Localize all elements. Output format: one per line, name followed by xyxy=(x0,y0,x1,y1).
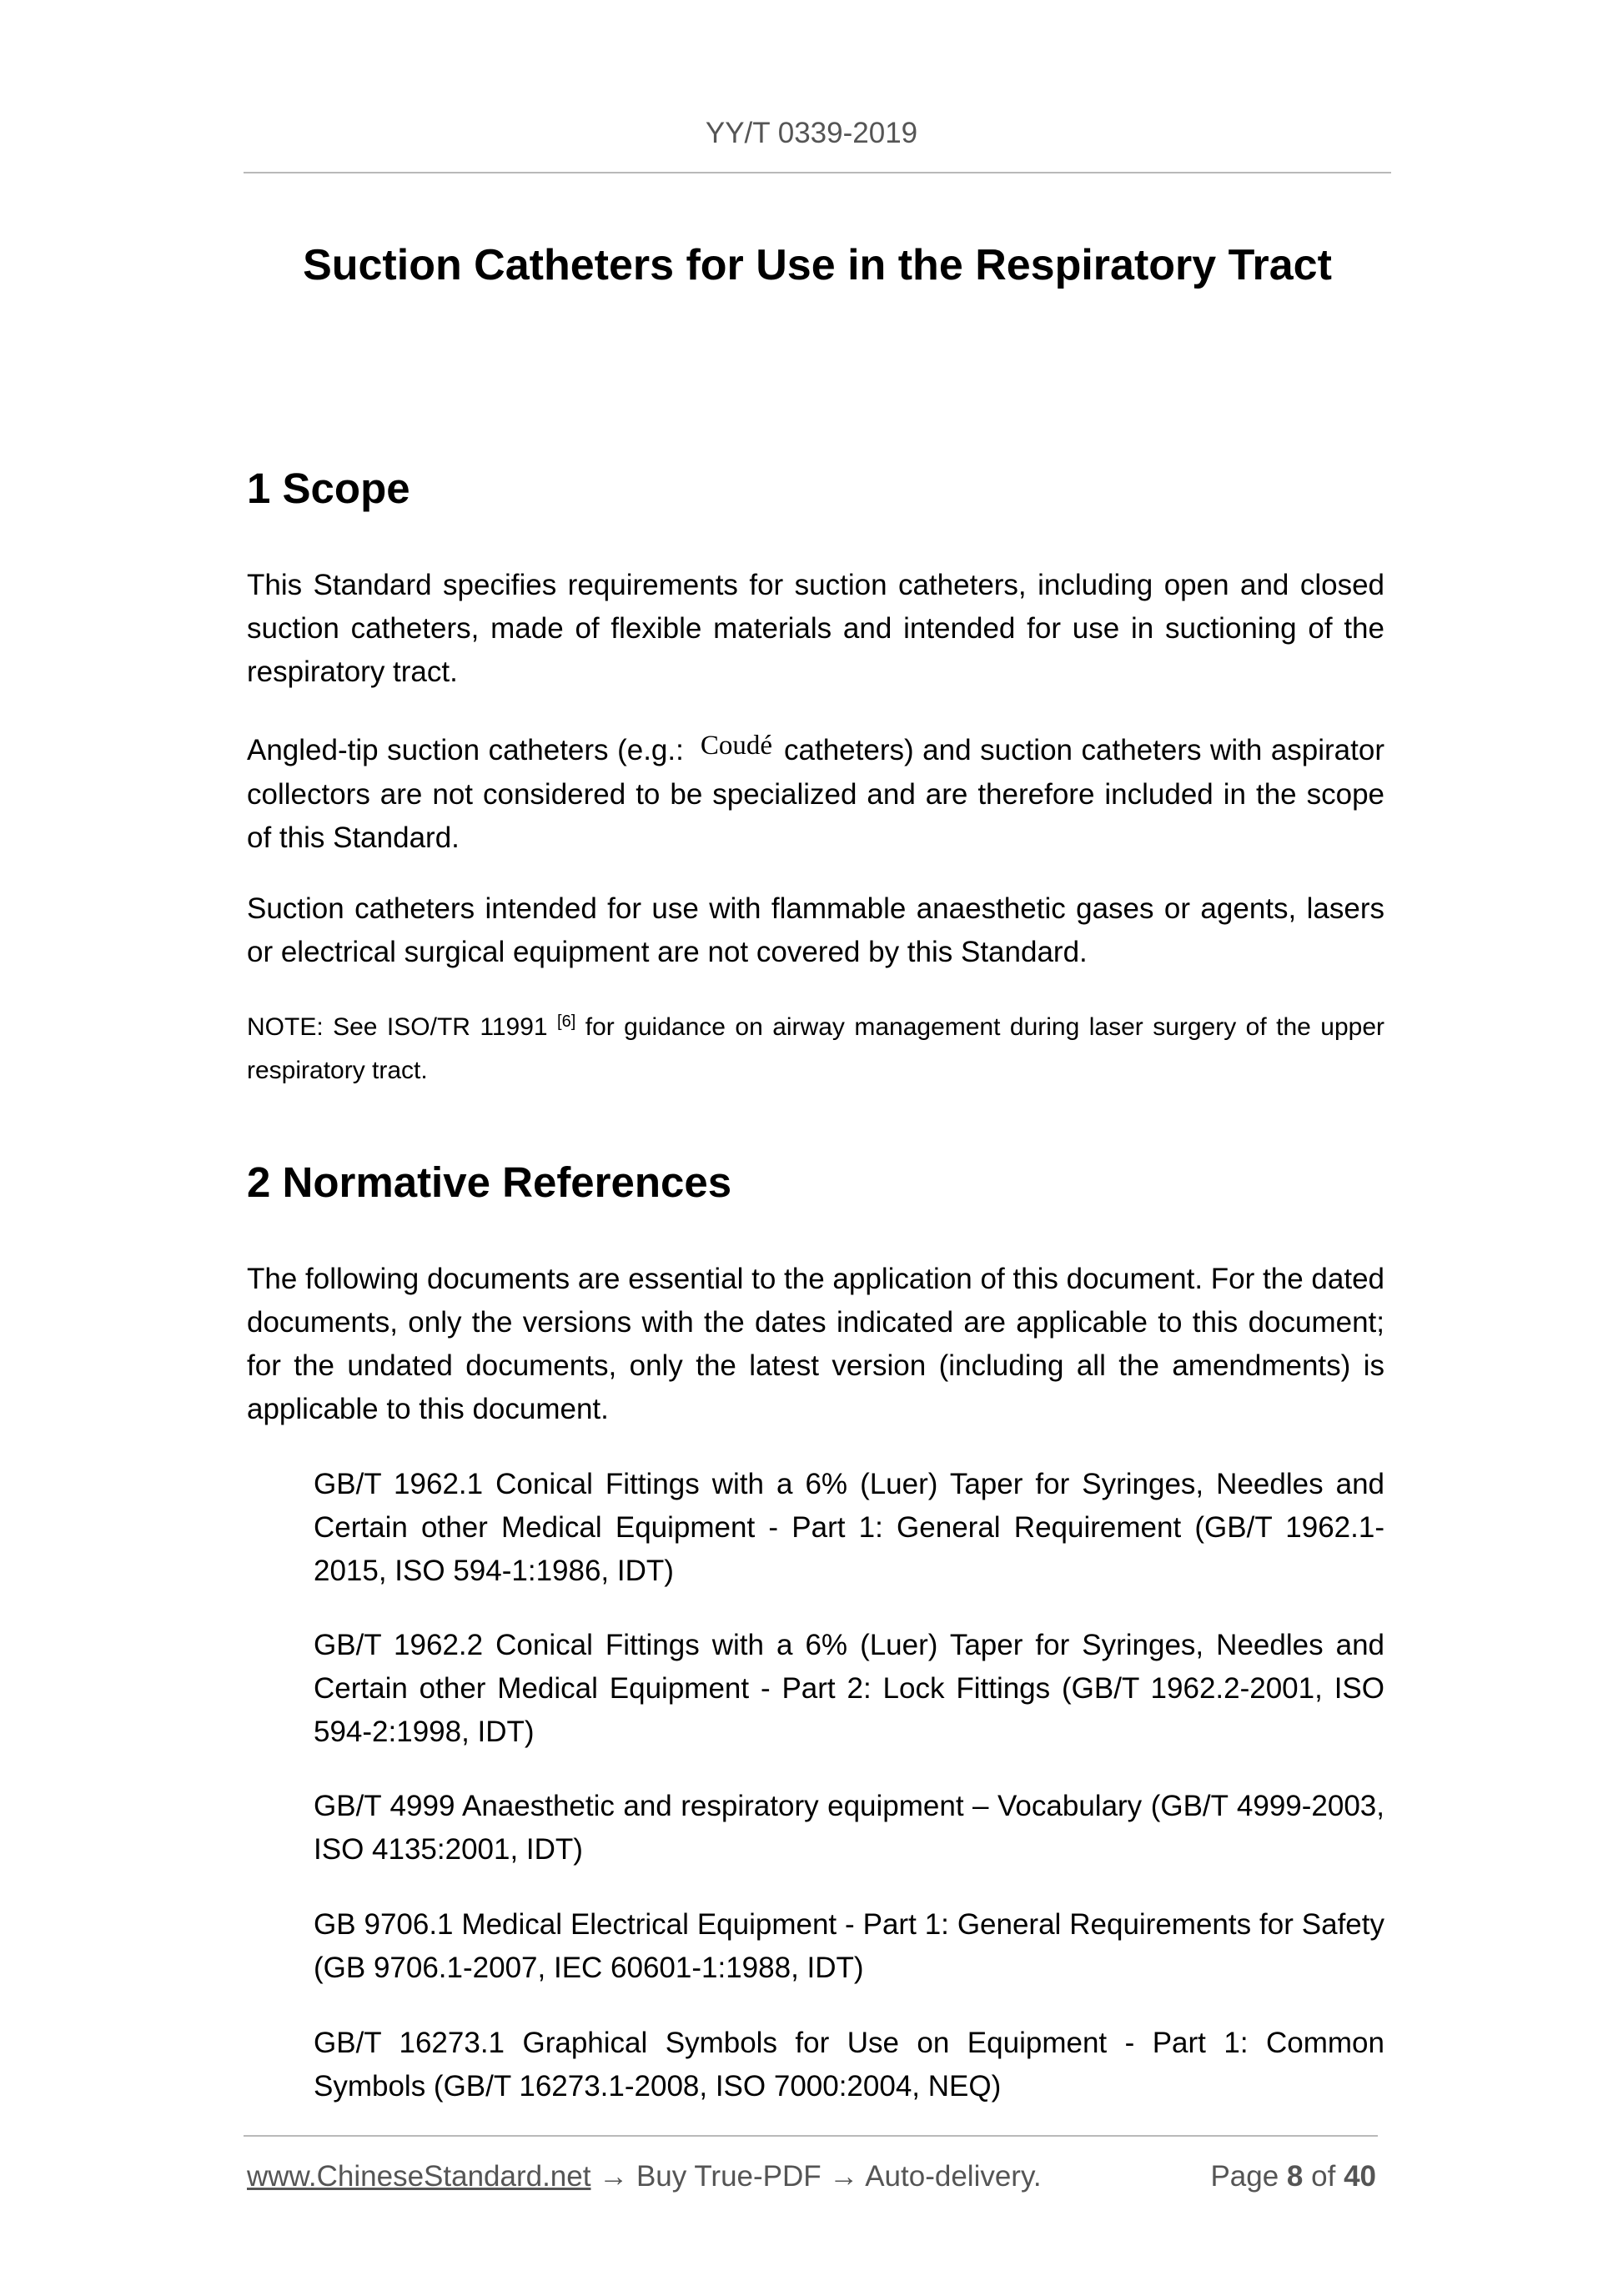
document-title: Suction Catheters for Use in the Respiratory Tract xyxy=(303,241,1332,289)
footer-delivery-text: Auto-delivery. xyxy=(865,2160,1042,2193)
coude-term: Coudé xyxy=(700,731,773,761)
reference-item: GB/T 4999 Anaesthetic and respiratory equipment – Vocabulary (GB/T 4999-2003, ISO 4135:2001, IDT) xyxy=(314,1790,1384,1866)
of-label: of xyxy=(1311,2160,1336,2193)
header-standard-code: YY/T 0339-2019 xyxy=(705,117,918,149)
section-heading-scope: 1 Scope xyxy=(247,465,410,512)
reference-item: GB 9706.1 Medical Electrical Equipment - Part 1: General Requirements for Safety (GB 9706.1-2007, IEC 60601-1:1988, IDT) xyxy=(314,1908,1384,1984)
scope-paragraph-2 xyxy=(247,729,1384,860)
scope-paragraph-1: This Standard specifies requirements for suction catheters, including open and closed suction catheters, made of flexible materials and intended for use in suctioning of the respiratory tract. xyxy=(247,569,1384,688)
normative-intro: The following documents are essential to the application of this document. For the dated documents, only the versions with the dates indicated are applicable to this document; for the undated documents, only the latest version (including all the amendments) is applicable to this document. xyxy=(247,1263,1384,1425)
scope-paragraph-3: Suction catheters intended for use with flammable anaesthetic gases or agents, lasers or electrical surgical equipment are not covered by this Standard. xyxy=(247,892,1384,968)
footer-website-link[interactable]: www.ChineseStandard.net xyxy=(247,2160,591,2193)
scope-p2-text-start: Angled-tip suction catheters (e.g.: xyxy=(247,734,684,766)
reference-item: GB/T 1962.2 Conical Fittings with a 6% (Luer) Taper for Syringes, Needles and Certain other Medical Equipment - Part 2: Lock Fittings (GB/T 1962.2-2001, ISO 594-2:1998, IDT) xyxy=(314,1629,1384,1748)
page-label: Page xyxy=(1210,2160,1279,2193)
page-total: 40 xyxy=(1344,2160,1376,2193)
reference-item: GB/T 16273.1 Graphical Symbols for Use on Equipment - Part 1: Common Symbols (GB/T 16273.1-2008, ISO 7000:2004, NEQ) xyxy=(314,2027,1384,2103)
footer-buy-text: Buy True-PDF xyxy=(636,2160,822,2193)
arrow-right-icon: → xyxy=(599,2160,629,2193)
arrow-right-icon: → xyxy=(829,2160,859,2193)
note-reference-marker: [6] xyxy=(557,1012,576,1031)
section-heading-normative-references: 2 Normative References xyxy=(247,1158,732,1206)
reference-item: GB/T 1962.1 Conical Fittings with a 6% (Luer) Taper for Syringes, Needles and Certain other Medical Equipment - Part 1: General Requirement (GB/T 1962.1-2015, ISO 594-1:1986, IDT) xyxy=(314,1468,1384,1587)
page-current: 8 xyxy=(1286,2160,1304,2193)
page-indicator xyxy=(1210,2160,1376,2193)
footer-promo xyxy=(247,2160,1042,2193)
header-divider xyxy=(244,172,1391,173)
footer-divider xyxy=(244,2135,1378,2137)
scope-p2-text-end: catheters) and suction catheters with aspirator collectors are not considered to be specialized and are therefore included in the scope of this Standard. xyxy=(247,734,1384,854)
note-text-end: for guidance on airway management during laser surgery of the upper respiratory tract. xyxy=(247,1013,1384,1084)
note-text-start: NOTE: See ISO/TR 11991 xyxy=(247,1013,548,1041)
scope-note xyxy=(247,1006,1384,1093)
